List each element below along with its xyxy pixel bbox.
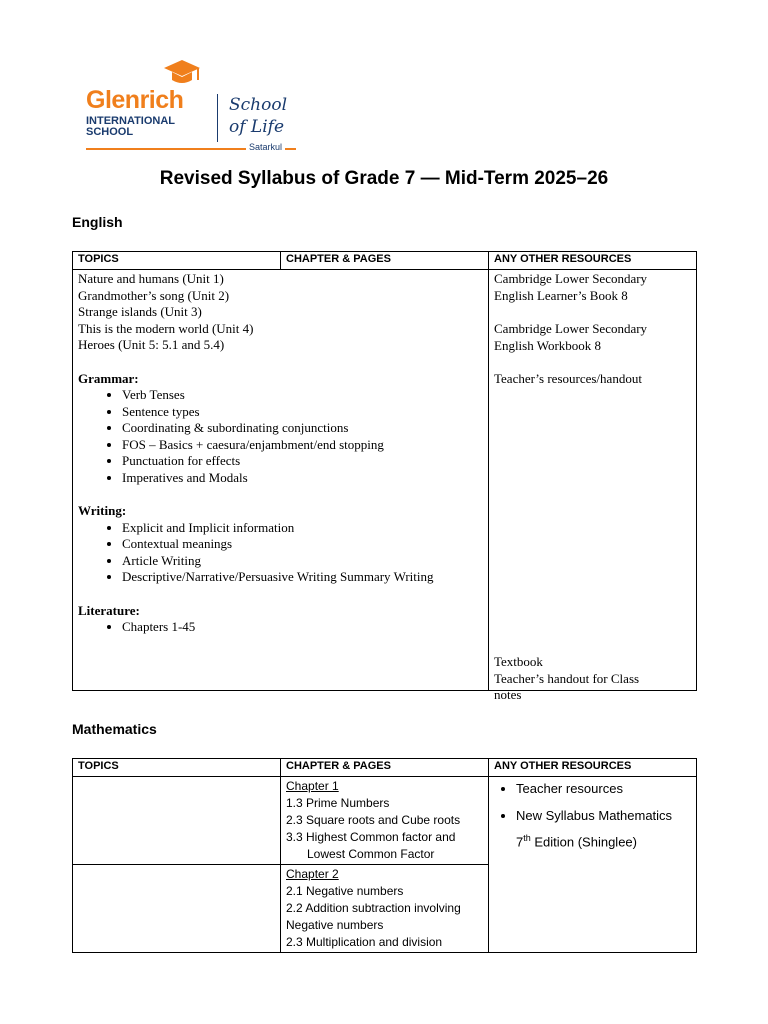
math-topic-cell xyxy=(73,865,281,953)
resource-line: Teacher’s handout for Class xyxy=(494,670,640,686)
resource-line: Textbook xyxy=(494,654,543,669)
page-title: Revised Syllabus of Grade 7 — Mid-Term 2025–26 xyxy=(159,168,609,189)
resource-line: English Workbook 8 xyxy=(494,337,602,353)
list-item: • Sentence types xyxy=(122,404,483,421)
header-topics: TOPICS xyxy=(73,252,281,270)
mathematics-table xyxy=(72,758,697,953)
list-item: • Explicit and Implicit information xyxy=(122,520,483,537)
chapter-item: 2.2 Addition subtraction involving xyxy=(286,901,461,915)
chapter-item: 2.3 Square roots and Cube roots xyxy=(286,813,461,827)
english-table-row xyxy=(73,270,697,691)
grammar-label: Grammar: xyxy=(78,370,139,386)
chapter-item: 2.1 Negative numbers xyxy=(286,884,404,898)
math-table-header xyxy=(73,759,697,777)
logo-tagline: School of Life xyxy=(229,95,288,137)
list-item: • FOS – Basics + caesura/enjambment/end stopping xyxy=(122,437,483,454)
list-item: • New Syllabus Mathematics 7th Edition (Shinglee) xyxy=(516,805,691,853)
unit-item: This is the modern world (Unit 4) xyxy=(78,320,254,336)
english-table xyxy=(72,251,697,702)
chapter-item: Negative numbers xyxy=(286,918,384,932)
header-resources: ANY OTHER RESOURCES xyxy=(489,252,697,270)
logo-subname: INTERNATIONAL SCHOOL xyxy=(86,115,176,138)
unit-item: Grandmother’s song (Unit 2) xyxy=(78,287,230,303)
math-topic-cell xyxy=(73,777,281,865)
resource-line: English Learner’s Book 8 xyxy=(494,287,628,303)
english-topics-cell xyxy=(73,270,489,691)
chapter-title: Chapter 2 xyxy=(286,867,339,881)
logo-divider xyxy=(217,94,218,142)
school-logo xyxy=(84,54,304,154)
list-item: • Contextual meanings xyxy=(122,536,483,553)
list-item: • Teacher resources xyxy=(516,778,691,800)
english-resources-cell xyxy=(489,270,697,702)
logo-location: Satarkul xyxy=(246,142,285,152)
table-row xyxy=(73,777,697,865)
chapter-item: 2.3 Multiplication and division xyxy=(286,935,443,949)
resource-line: Cambridge Lower Secondary xyxy=(494,271,648,286)
resource-line: notes xyxy=(494,687,522,702)
grammar-list xyxy=(78,387,483,486)
chapter1-cell xyxy=(281,777,489,865)
english-table-header xyxy=(73,252,697,270)
english-heading: English xyxy=(72,214,123,230)
list-item: • Chapters 1-45 xyxy=(122,619,483,636)
writing-label: Writing: xyxy=(78,503,127,518)
resource-line: Cambridge Lower Secondary xyxy=(494,321,648,336)
writing-list xyxy=(78,520,483,586)
header-chapter-pages: CHAPTER & PAGES xyxy=(281,252,489,270)
header-topics: TOPICS xyxy=(73,759,281,777)
chapter-item: Lowest Common Factor xyxy=(307,847,435,861)
unit-item: Nature and humans (Unit 1) xyxy=(78,271,224,286)
mathematics-heading: Mathematics xyxy=(72,721,157,737)
list-item: • Punctuation for effects xyxy=(122,453,483,470)
math-resources-list xyxy=(494,778,691,853)
list-item: • Verb Tenses xyxy=(122,387,483,404)
chapter-item: 3.3 Highest Common factor and xyxy=(286,830,456,844)
chapter-item: 1.3 Prime Numbers xyxy=(286,796,390,810)
logo-name: Glenrich xyxy=(86,86,184,114)
chapter-title: Chapter 1 xyxy=(286,779,339,793)
unit-item: Strange islands (Unit 3) xyxy=(78,304,202,319)
math-resources-cell xyxy=(489,777,697,953)
list-item: • Article Writing xyxy=(122,553,483,570)
literature-label: Literature: xyxy=(78,602,140,618)
header-resources: ANY OTHER RESOURCES xyxy=(489,759,697,777)
header-chapter-pages: CHAPTER & PAGES xyxy=(281,759,489,777)
resource-line: Teacher’s resources/handout xyxy=(494,371,642,386)
unit-item: Heroes (Unit 5: 5.1 and 5.4) xyxy=(78,337,225,352)
chapter2-cell xyxy=(281,865,489,953)
list-item: • Descriptive/Narrative/Persuasive Writing Summary Writing xyxy=(122,569,483,586)
literature-list xyxy=(78,619,483,636)
list-item: • Coordinating & subordinating conjunctions xyxy=(122,420,483,437)
list-item: • Imperatives and Modals xyxy=(122,470,483,487)
